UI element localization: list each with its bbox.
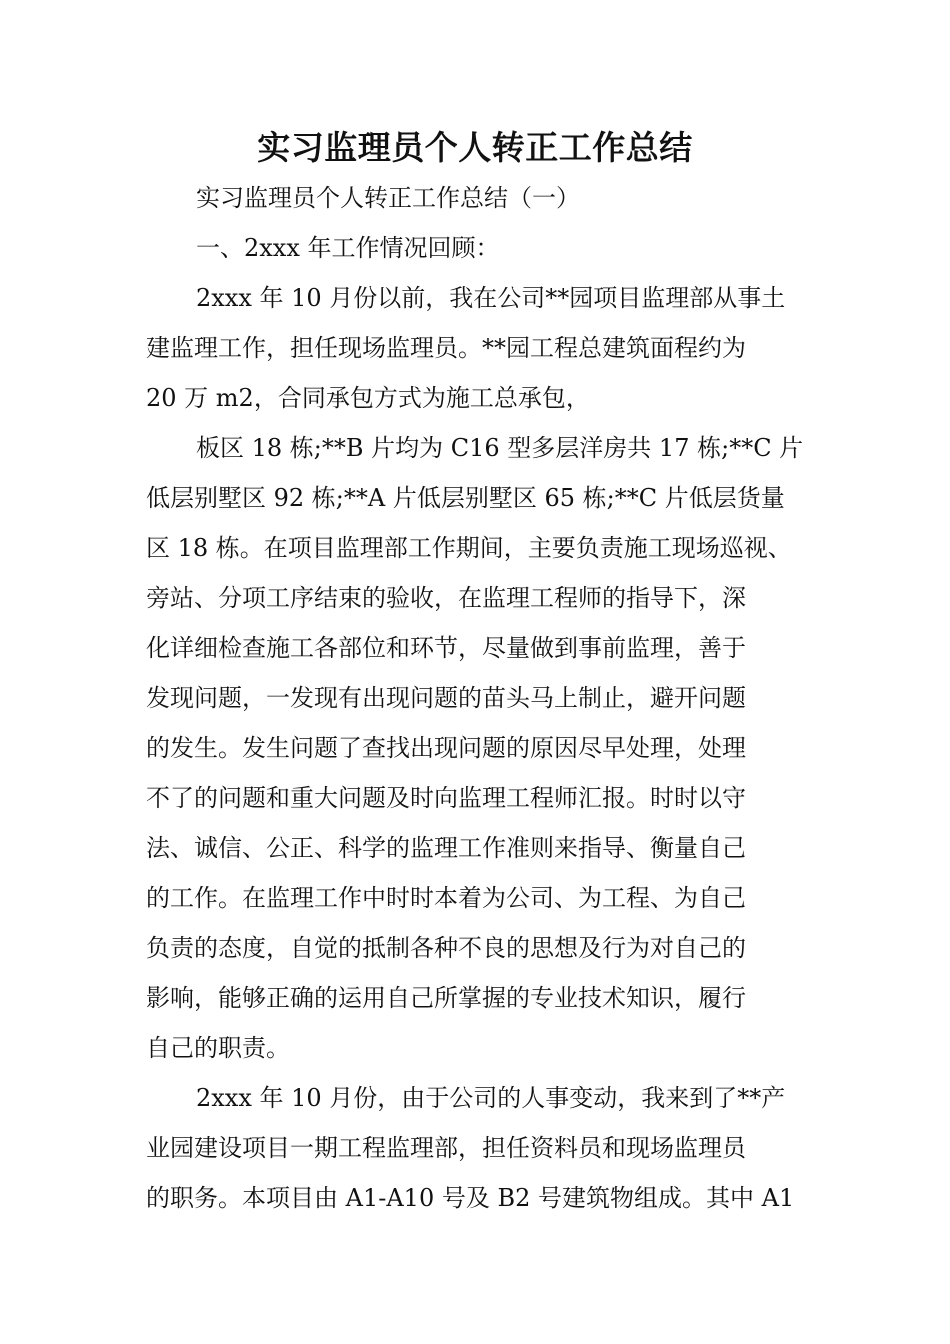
paragraph-line: 的发生。发生问题了查找出现问题的原因尽早处理，处理 bbox=[146, 734, 746, 762]
paragraph-line: 影响，能够正确的运用自己所掌握的专业技术知识，履行 bbox=[146, 984, 746, 1012]
paragraph-line: 自己的职责。 bbox=[146, 1034, 290, 1062]
document-body bbox=[146, 173, 811, 1223]
paragraph-line: 发现问题，一发现有出现问题的苗头马上制止，避开问题 bbox=[146, 684, 746, 712]
paragraph bbox=[146, 173, 811, 223]
paragraph-line: 一、2xxx 年工作情况回顾： bbox=[196, 234, 500, 262]
paragraph-line: 法、诚信、公正、科学的监理工作准则来指导、衡量自己 bbox=[146, 834, 746, 862]
paragraph-line: 区 18 栋。在项目监理部工作期间，主要负责施工现场巡视、 bbox=[146, 534, 792, 562]
paragraph-line: 化详细检查施工各部位和环节，尽量做到事前监理，善于 bbox=[146, 634, 746, 662]
paragraph bbox=[146, 423, 811, 1073]
document-title: 实习监理员个人转正工作总结 bbox=[257, 128, 693, 167]
paragraph-line: 板区 18 栋;**B 片均为 C16 型多层洋房共 17 栋;**C 片 bbox=[196, 434, 804, 462]
paragraph-line: 业园建设项目一期工程监理部，担任资料员和现场监理员 bbox=[146, 1134, 746, 1162]
paragraph-line: 的工作。在监理工作中时时本着为公司、为工程、为自己 bbox=[146, 884, 746, 912]
paragraph-line: 建监理工作，担任现场监理员。**园工程总建筑面程约为 bbox=[146, 334, 746, 362]
paragraph bbox=[146, 223, 811, 273]
paragraph-line: 20 万 m2，合同承包方式为施工总承包， bbox=[146, 384, 590, 412]
paragraph-line: 负责的态度，自觉的抵制各种不良的思想及行为对自己的 bbox=[146, 934, 746, 962]
paragraph bbox=[146, 1073, 811, 1223]
paragraph-line: 2xxx 年 10 月份，由于公司的人事变动，我来到了**产 bbox=[196, 1084, 786, 1112]
paragraph-line: 实习监理员个人转正工作总结（一） bbox=[196, 184, 580, 212]
paragraph-line: 不了的问题和重大问题及时向监理工程师汇报。时时以守 bbox=[146, 784, 746, 812]
paragraph-line: 的职务。本项目由 A1-A10 号及 B2 号建筑物组成。其中 A1 bbox=[146, 1184, 795, 1212]
paragraph bbox=[146, 273, 811, 423]
paragraph-line: 旁站、分项工序结束的验收，在监理工程师的指导下，深 bbox=[146, 584, 746, 612]
paragraph-line: 2xxx 年 10 月份以前，我在公司**园项目监理部从事土 bbox=[196, 284, 786, 312]
paragraph-line: 低层别墅区 92 栋;**A 片低层别墅区 65 栋;**C 片低层货量 bbox=[146, 484, 785, 512]
